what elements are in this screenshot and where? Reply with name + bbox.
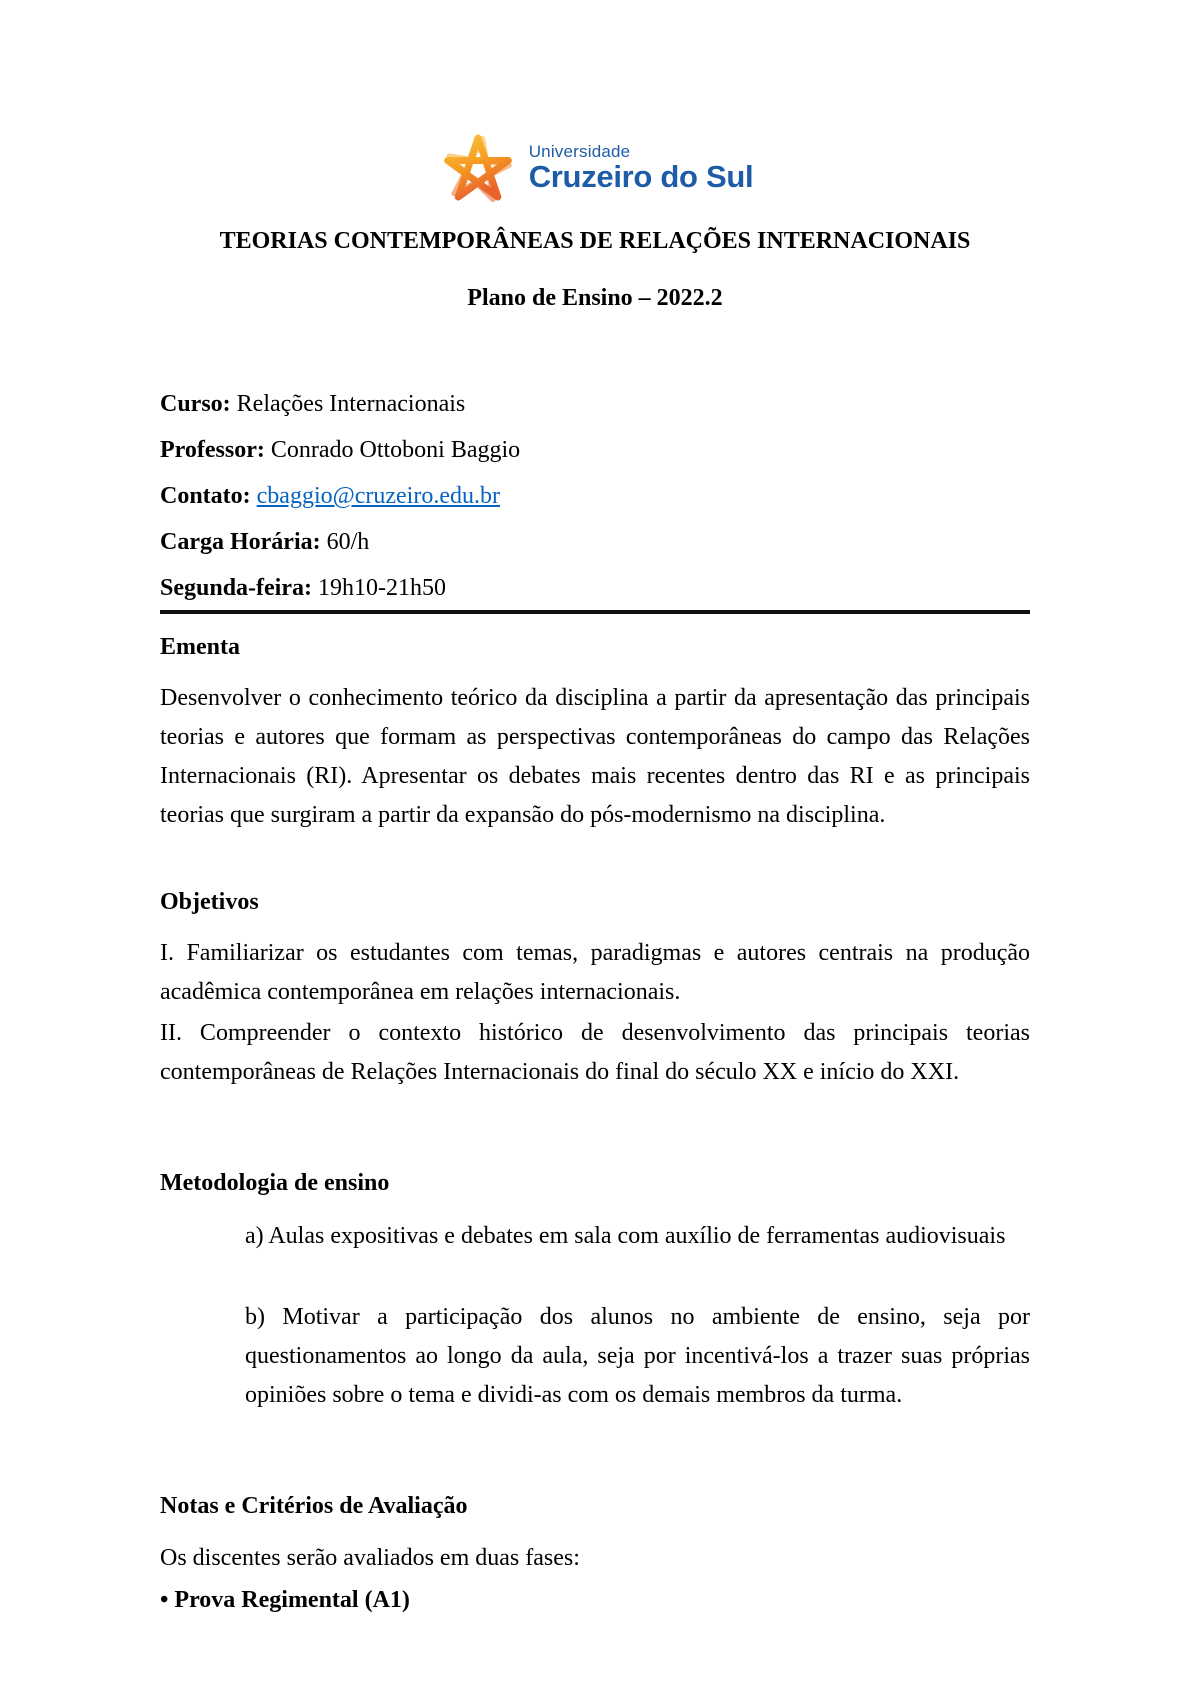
info-contato-label: Contato:	[160, 483, 251, 509]
metodologia-item-b: b) Motivar a participação dos alunos no ambiente de ensino, seja por questionamentos ao longo da aula, seja por incentivá-los a trazer suas próprias opiniões sobre o tema e dividi-as com os demais membros da turma.	[245, 1304, 1030, 1408]
document-title: TEORIAS CONTEMPORÂNEAS DE RELAÇÕES INTERNACIONAIS	[219, 228, 971, 254]
course-info-block	[160, 385, 1030, 614]
info-curso	[160, 385, 1030, 424]
info-carga-horaria-label: Carga Horária:	[160, 529, 321, 555]
info-carga-horaria-value: 60/h	[326, 529, 370, 555]
bullet-marker: •	[160, 1587, 169, 1613]
avaliacao-heading: Notas e Critérios de Avaliação	[160, 1493, 468, 1519]
contact-email-link[interactable]: cbaggio@cruzeiro.edu.br	[256, 483, 500, 509]
info-curso-label: Curso:	[160, 391, 231, 417]
prova-regimental-label: Prova Regimental (A1)	[174, 1587, 410, 1613]
logo-wordmark	[529, 143, 754, 193]
logo-row	[160, 132, 1030, 204]
objetivo-item-1: I. Familiarizar os estudantes com temas, paradigmas e autores centrais na produção acadêmica contemporânea em relações internacionais.	[160, 940, 1030, 1005]
ementa-paragraph: Desenvolver o conhecimento teórico da disciplina a partir da apresentação das principais teorias e autores que formam as perspectivas contemporâneas do campo das Relações Internacionais (RI). Apresentar os debates mais recentes dentro das RI e as principais teorias que surgiram a partir da expansão do pós-modernismo na disciplina.	[160, 685, 1030, 828]
logo-cruzeiro-do-sul-text: Cruzeiro do Sul	[528, 158, 754, 194]
prova-regimental-bullet	[160, 1581, 1030, 1620]
logo-universidade-text: Universidade	[528, 141, 631, 161]
ementa-heading: Ementa	[160, 634, 240, 660]
info-segunda-feira-value: 19h10-21h50	[318, 575, 446, 601]
objetivo-item-2: II. Compreender o contexto histórico de desenvolvimento das principais teorias contemporâneas de Relações Internacionais do final do século XX e início do XXI.	[160, 1020, 1030, 1085]
info-curso-value: Relações Internacionais	[236, 391, 466, 417]
info-segunda-feira-label: Segunda-feira:	[160, 575, 312, 601]
info-professor-label: Professor:	[160, 437, 265, 463]
university-logo	[437, 131, 754, 205]
star-icon	[437, 131, 519, 205]
metodologia-item-a: a) Aulas expositivas e debates em sala com auxílio de ferramentas audiovisuais	[245, 1223, 1006, 1249]
avaliacao-intro: Os discentes serão avaliados em duas fases:	[160, 1545, 580, 1571]
info-professor-value: Conrado Ottoboni Baggio	[270, 437, 521, 463]
document-subtitle: Plano de Ensino – 2022.2	[467, 285, 723, 311]
metodologia-heading: Metodologia de ensino	[160, 1170, 390, 1196]
objetivos-heading: Objetivos	[160, 889, 259, 915]
info-professor	[160, 431, 1030, 470]
info-contato	[160, 477, 1030, 516]
info-carga-horaria	[160, 523, 1030, 562]
info-segunda-feira	[160, 569, 1030, 614]
